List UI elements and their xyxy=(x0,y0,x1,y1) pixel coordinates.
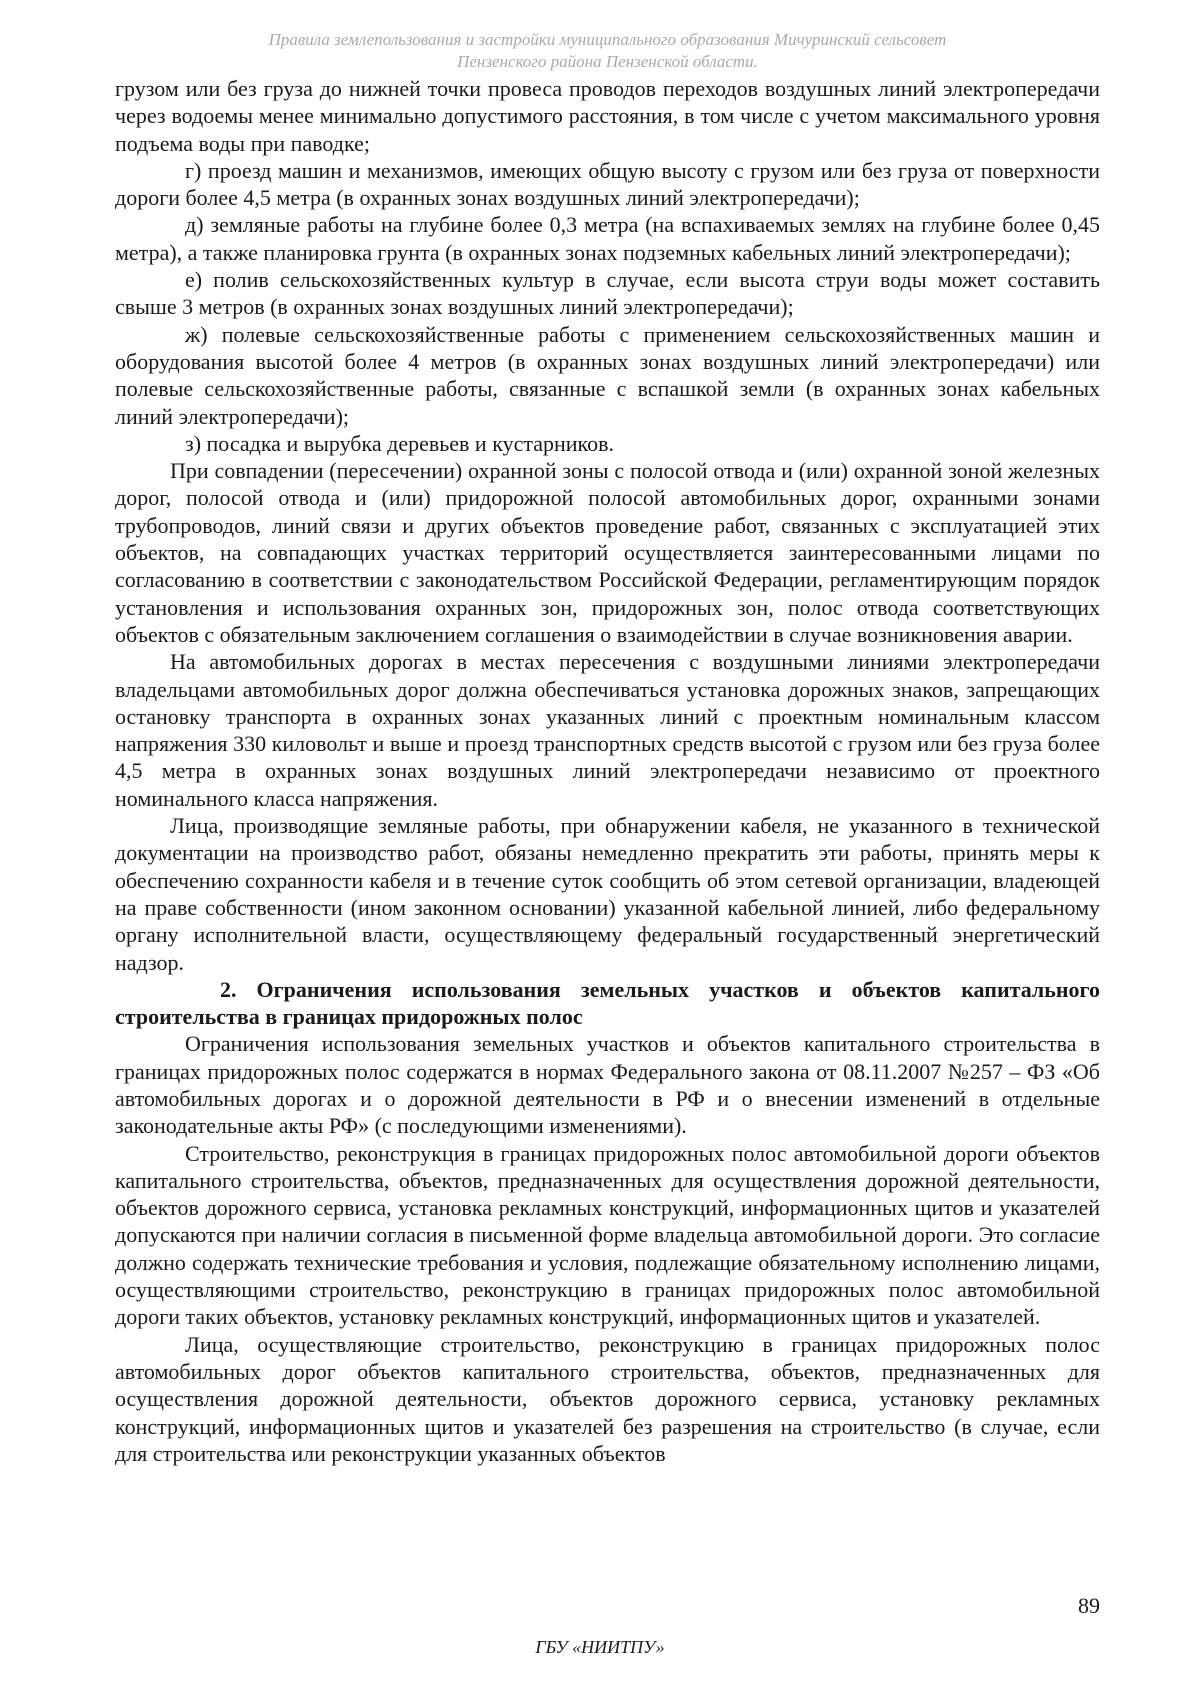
paragraph: д) земляные работы на глубине более 0,3 метра (на вспахиваемых землях на глубине более 0,45 метра), а также планировка грунта (в охранных зонах подземных кабельных линий электропередачи); xyxy=(115,212,1100,265)
document-body xyxy=(115,75,1100,1467)
paragraph: Лица, производящие земляные работы, при обнаружении кабеля, не указанного в технической документации на производство работ, обязаны немедленно прекратить эти работы, принять меры к обеспечению сохранности кабеля и в течение суток сообщить об этом сетевой организации, владеющей на праве собственности (ином законном основании) указанной кабельной линией, либо федеральному органу исполнительной власти, осуществляющему федеральный государственный энергетический надзор. xyxy=(115,813,1100,975)
paragraph: г) проезд машин и механизмов, имеющих общую высоту с грузом или без груза от поверхности дороги более 4,5 метра (в охранных зонах воздушных линий электропередачи); xyxy=(115,157,1100,211)
paragraph: Лица, осуществляющие строительство, реконструкцию в границах придорожных полос автомобильных дорог объектов капитального строительства, объектов, предназначенных для осуществления дорожной деятельности, объектов дорожного сервиса, установку рекламных конструкций, информационных щитов и указателей без разрешения на строительство (в случае, если для строительства или реконструкции указанных объектов xyxy=(115,1331,1100,1466)
section-heading: 2. Ограничения использования земельных участков и объектов капитального строительства в границах придорожных полос xyxy=(115,976,1100,1030)
header-line-1: Правила землепользования и застройки муниципального образования Мичуринский сельсовет xyxy=(268,30,947,49)
paragraph: з) посадка и вырубка деревьев и кустарников. xyxy=(185,430,614,456)
paragraph: е) полив сельскохозяйственных культур в случае, если высота струи воды может составить свыше 3 метров (в охранных зонах воздушных линий электропередачи); xyxy=(115,267,1100,320)
page-number: 89 xyxy=(1078,1593,1100,1618)
paragraph: ж) полевые сельскохозяйственные работы с применением сельскохозяйственных машин и оборудования высотой более 4 метров (в охранных зонах воздушных линий электропередачи) или полевые сельскохозяйственные работы, связанные с вспашкой земли (в охранных зонах кабельных линий электропередачи); xyxy=(115,321,1100,429)
header-line-2: Пензенского района Пензенской области. xyxy=(457,52,758,71)
footer-organization: ГБУ «НИИТПУ» xyxy=(535,1637,665,1657)
paragraph: На автомобильных дорогах в местах пересечения с воздушными линиями электропередачи владельцами автомобильных дорог должна обеспечиваться установка дорожных знаков, запрещающих остановку транспорта в охранных зонах указанных линий с проектным номинальным классом напряжения 330 киловольт и выше и проезд транспортных средств высотой с грузом или без груза более 4,5 метра в охранных зонах воздушных линий электропередачи независимо от проектного номинального класса напряжения. xyxy=(115,649,1100,811)
paragraph: грузом или без груза до нижней точки провеса проводов переходов воздушных линий электропередачи через водоемы менее минимально допустимого расстояния, в том числе с учетом максимального уровня подъема воды при паводке; xyxy=(115,76,1100,156)
running-header xyxy=(115,29,1100,73)
paragraph: При совпадении (пересечении) охранной зоны с полосой отвода и (или) охранной зоной железных дорог, полосой отвода и (или) придорожной полосой автомобильных дорог, охранными зонами трубопроводов, линий связи и других объектов проведение работ, связанных с эксплуатацией этих объектов, на совпадающих участках территорий осуществляется заинтересованными лицами по согласованию в соответствии с законодательством Российской Федерации, регламентирующим порядок установления и использования охранных зон, придорожных зон, полос отвода соответствующих объектов с обязательным заключением соглашения о взаимодействии в случае возникновения аварии. xyxy=(115,458,1100,647)
paragraph: Ограничения использования земельных участков и объектов капитального строительства в границах придорожных полос содержатся в нормах Федерального закона от 08.11.2007 №257 – ФЗ «Об автомобильных дорогах и о дорожной деятельности в РФ и о внесении изменений в отдельные законодательные акты РФ» (с последующими изменениями). xyxy=(115,1031,1100,1139)
paragraph: Строительство, реконструкция в границах придорожных полос автомобильной дороги объектов капитального строительства, объектов, предназначенных для осуществления дорожной деятельности, объектов дорожного сервиса, установка рекламных конструкций, информационных щитов и указателей допускаются при наличии согласия в письменной форме владельца автомобильной дороги. Это согласие должно содержать технические требования и условия, подлежащие обязательному исполнению лицами, осуществляющими строительство, реконструкцию в границах придорожных полос автомобильной дороги таких объектов, установку рекламных конструкций, информационных щитов и указателей. xyxy=(115,1140,1100,1330)
